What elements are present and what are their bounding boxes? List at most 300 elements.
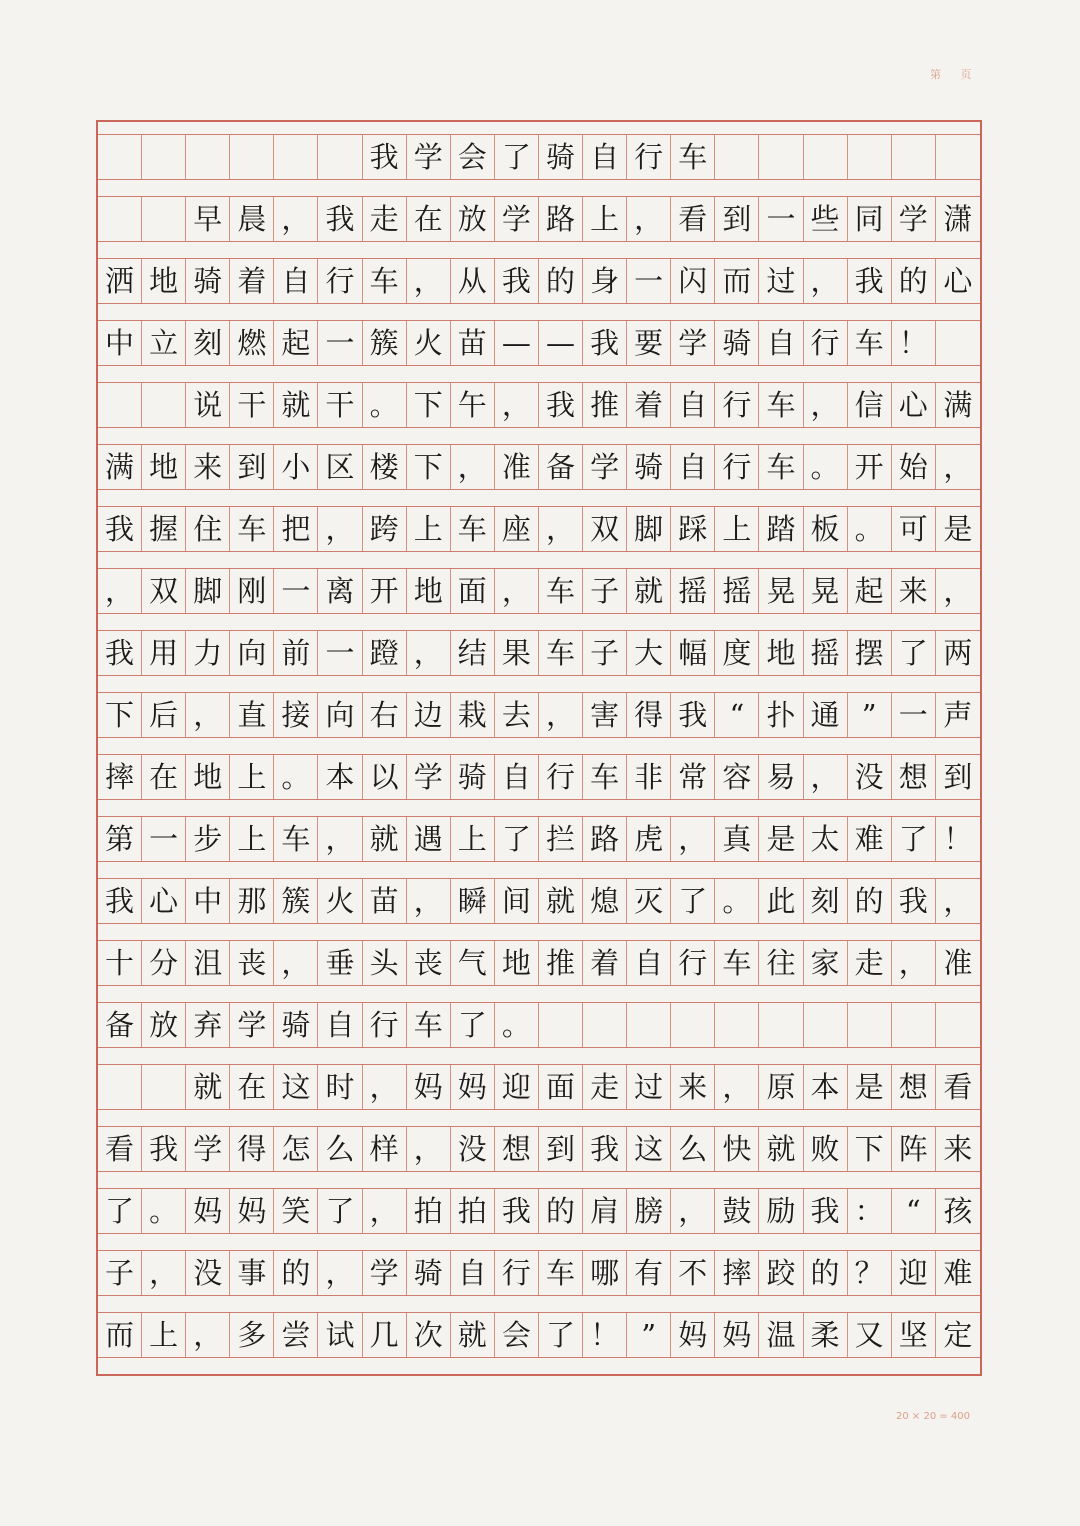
- grid-cell: 车: [759, 445, 803, 489]
- grid-cell: 垂: [318, 941, 362, 985]
- grid-cell: ，: [318, 1251, 362, 1295]
- grid-cell: 么: [318, 1127, 362, 1171]
- grid-cell: 满: [943, 387, 973, 422]
- grid-cell: 么: [671, 1127, 715, 1171]
- grid-cell: 准: [495, 445, 539, 489]
- grid-cell: 了: [98, 1189, 142, 1233]
- grid-cell: ，: [495, 569, 539, 613]
- grid-cell: 瞬: [451, 879, 495, 923]
- grid-cell: 心: [892, 383, 936, 427]
- grid-cell: 车: [274, 817, 318, 861]
- grid-cell: 了: [451, 1003, 495, 1047]
- grid-cell: 中: [186, 879, 230, 923]
- grid-cell: 两: [943, 635, 973, 670]
- grid-cell: 就: [186, 1065, 230, 1109]
- grid-cell: 右: [363, 693, 407, 737]
- grid-cell: —: [539, 321, 583, 365]
- grid-cell: 面: [451, 569, 495, 613]
- grid-cell: 摔: [98, 755, 142, 799]
- grid-cell: 行: [363, 1003, 407, 1047]
- grid-cell: 干: [230, 383, 274, 427]
- grid-cell: 子: [583, 631, 627, 675]
- grid-cell: 栽: [451, 693, 495, 737]
- grid-cell: 地: [407, 569, 451, 613]
- grid-cell: 推: [583, 383, 627, 427]
- grid-cell: 灭: [627, 879, 671, 923]
- grid-cell: 一: [892, 693, 936, 737]
- grid-cell: 一: [318, 631, 362, 675]
- grid-cell: 刻: [186, 321, 230, 365]
- grid-cell: 一: [627, 259, 671, 303]
- grid-cell: 。: [495, 1003, 539, 1047]
- grid-cell: 我: [142, 1127, 186, 1171]
- grid-cell: 上: [451, 817, 495, 861]
- grid-cell: 丧: [407, 941, 451, 985]
- grid-cell: 哪: [583, 1251, 627, 1295]
- grid-cell: 迎: [495, 1065, 539, 1109]
- grid-cell: 来: [186, 445, 230, 489]
- grid-cell: ，: [407, 259, 451, 303]
- grid-cell: 看: [671, 197, 715, 241]
- grid-cell: ，: [943, 449, 973, 484]
- grid-cell: 遇: [407, 817, 451, 861]
- grid-cell: 。: [274, 755, 318, 799]
- grid-cell: 膀: [627, 1189, 671, 1233]
- grid-cell: [804, 1003, 848, 1047]
- grid-cell: 想: [495, 1127, 539, 1171]
- grid-cell: ，: [804, 383, 848, 427]
- grid-cell: 车: [671, 135, 715, 179]
- grid-cell: 鼓: [715, 1189, 759, 1233]
- grid-cell: 车: [230, 507, 274, 551]
- grid-cell: 行: [715, 445, 759, 489]
- grid-cell: 上: [142, 1313, 186, 1357]
- grid-cell: 迎: [892, 1251, 936, 1295]
- grid-cell: [759, 1003, 803, 1047]
- grid-cell: 到: [715, 197, 759, 241]
- grid-cell: 满: [98, 445, 142, 489]
- grid-cell: 了: [318, 1189, 362, 1233]
- grid-cell: 害: [583, 693, 627, 737]
- grid-cell: 用: [142, 631, 186, 675]
- grid-cell: ，: [627, 197, 671, 241]
- grid-cell: 路: [583, 817, 627, 861]
- grid-cell: 有: [627, 1251, 671, 1295]
- grid-cell: 是: [848, 1065, 892, 1109]
- grid-cell: 真: [715, 817, 759, 861]
- grid-cell: 行: [804, 321, 848, 365]
- grid-cell: —: [495, 321, 539, 365]
- grid-cell: 晃: [804, 569, 848, 613]
- grid-cell: ，: [363, 1189, 407, 1233]
- grid-cell: ”: [848, 693, 892, 737]
- grid-cell: 弃: [186, 1003, 230, 1047]
- grid-cell: 熄: [583, 879, 627, 923]
- grid-cell: 学: [230, 1003, 274, 1047]
- grid-cell: 踏: [759, 507, 803, 551]
- grid-cell: ，: [539, 693, 583, 737]
- grid-cell: 刚: [230, 569, 274, 613]
- grid-cell: 学: [186, 1127, 230, 1171]
- grid-cell: [98, 135, 142, 179]
- grid-cell: 我: [848, 259, 892, 303]
- grid-cell: 柔: [804, 1313, 848, 1357]
- grid-cell: 我: [804, 1189, 848, 1233]
- grid-cell: 上: [583, 197, 627, 241]
- grid-cell: 起: [848, 569, 892, 613]
- grid-cell: 而: [715, 259, 759, 303]
- grid-cell: 在: [407, 197, 451, 241]
- grid-cell: 自: [274, 259, 318, 303]
- grid-cell: 板: [804, 507, 848, 551]
- grid-cell: ，: [186, 693, 230, 737]
- grid-cell: 簇: [363, 321, 407, 365]
- grid-cell: 走: [848, 941, 892, 985]
- grid-cell: 开: [848, 445, 892, 489]
- grid-cell: 摆: [848, 631, 892, 675]
- grid-cell: 不: [671, 1251, 715, 1295]
- grid-cell: [892, 1003, 936, 1047]
- grid-cell: [318, 135, 362, 179]
- grid-cell: 我: [583, 321, 627, 365]
- grid-cell: 车: [759, 383, 803, 427]
- grid-cell: 自: [671, 445, 715, 489]
- grid-cell: 事: [230, 1251, 274, 1295]
- grid-cell: 想: [892, 755, 936, 799]
- grid-cell: 楼: [363, 445, 407, 489]
- grid-cell: 洒: [98, 259, 142, 303]
- grid-cell: 后: [142, 693, 186, 737]
- grid-cell: 火: [407, 321, 451, 365]
- grid-cell: 说: [186, 383, 230, 427]
- grid-cell: 着: [230, 259, 274, 303]
- grid-cell: ，: [318, 817, 362, 861]
- essay-row: [98, 320, 980, 366]
- grid-cell: 自: [451, 1251, 495, 1295]
- grid-cell: 苗: [451, 321, 495, 365]
- grid-cell: [583, 1003, 627, 1047]
- grid-cell: 拦: [539, 817, 583, 861]
- grid-cell: 十: [98, 941, 142, 985]
- grid-cell: 一: [759, 197, 803, 241]
- grid-cell: 自: [495, 755, 539, 799]
- grid-cell: 孩: [943, 1193, 973, 1228]
- grid-cell: [848, 1003, 892, 1047]
- grid-cell: 来: [892, 569, 936, 613]
- grid-cell: 车: [363, 259, 407, 303]
- grid-cell: 着: [627, 383, 671, 427]
- grid-cell: [936, 321, 980, 365]
- grid-cell: 走: [583, 1065, 627, 1109]
- essay-row: [98, 878, 980, 924]
- grid-cell: 的: [804, 1251, 848, 1295]
- grid-cell: 车: [539, 569, 583, 613]
- grid-cell: 拍: [451, 1189, 495, 1233]
- grid-cell: 太: [804, 817, 848, 861]
- grid-cell: 就: [363, 817, 407, 861]
- grid-cell: 骑: [274, 1003, 318, 1047]
- grid-cell: 得: [627, 693, 671, 737]
- grid-cell: 而: [98, 1313, 142, 1357]
- grid-cell: 到: [943, 759, 973, 794]
- grid-cell: 非: [627, 755, 671, 799]
- grid-cell: 就: [539, 879, 583, 923]
- grid-cell: 心: [142, 879, 186, 923]
- grid-cell: 时: [318, 1065, 362, 1109]
- manuscript-grid-paper: [96, 120, 982, 1376]
- grid-cell: 看: [98, 1127, 142, 1171]
- grid-cell: 地: [495, 941, 539, 985]
- grid-cell: 难: [848, 817, 892, 861]
- grid-cell: 了: [892, 817, 936, 861]
- grid-cell: 晨: [230, 197, 274, 241]
- grid-cell: 信: [848, 383, 892, 427]
- grid-cell: 声: [943, 697, 973, 732]
- grid-cell: 得: [230, 1127, 274, 1171]
- grid-cell: 常: [671, 755, 715, 799]
- grid-cell: 车: [848, 321, 892, 365]
- grid-cell: 到: [230, 445, 274, 489]
- page-number-label: 第 页: [930, 68, 980, 81]
- grid-cell: [186, 135, 230, 179]
- grid-cell: 备: [539, 445, 583, 489]
- grid-cell: 就: [274, 383, 318, 427]
- grid-cell: 。: [715, 879, 759, 923]
- grid-cell: 准: [943, 945, 973, 980]
- grid-cell: 住: [186, 507, 230, 551]
- grid-cell: 妈: [407, 1065, 451, 1109]
- grid-cell: 下: [407, 383, 451, 427]
- grid-cell: [804, 135, 848, 179]
- grid-cell: 来: [943, 1131, 973, 1166]
- grid-cell: 没: [186, 1251, 230, 1295]
- grid-cell: 我: [363, 135, 407, 179]
- grid-cell: 度: [715, 631, 759, 675]
- grid-cell: 着: [583, 941, 627, 985]
- grid-cell: 的: [539, 259, 583, 303]
- grid-cell: 次: [407, 1313, 451, 1357]
- grid-cell: 试: [318, 1313, 362, 1357]
- grid-cell: 始: [892, 445, 936, 489]
- grid-cell: 离: [318, 569, 362, 613]
- grid-cell: 坚: [892, 1313, 936, 1357]
- grid-cell: 我: [892, 879, 936, 923]
- grid-cell: 容: [715, 755, 759, 799]
- grid-cell: 就: [627, 569, 671, 613]
- grid-cell: 从: [451, 259, 495, 303]
- grid-cell: [98, 197, 142, 241]
- grid-cell: 间: [495, 879, 539, 923]
- grid-cell: 自: [318, 1003, 362, 1047]
- grid-cell: 。: [363, 383, 407, 427]
- grid-cell: 骑: [715, 321, 759, 365]
- grid-cell: 多: [230, 1313, 274, 1357]
- grid-cell: 行: [539, 755, 583, 799]
- grid-cell: ，: [804, 755, 848, 799]
- grid-cell: 难: [943, 1255, 973, 1290]
- grid-cell: 潇: [943, 201, 973, 236]
- grid-cell: 尝: [274, 1313, 318, 1357]
- grid-cell: 原: [759, 1065, 803, 1109]
- grid-cell: ，: [274, 941, 318, 985]
- grid-cell: 了: [671, 879, 715, 923]
- grid-cell: 踩: [671, 507, 715, 551]
- grid-cell: 我: [98, 507, 142, 551]
- grid-cell: 放: [451, 197, 495, 241]
- grid-cell: ，: [671, 1189, 715, 1233]
- grid-cell: [142, 383, 186, 427]
- essay-row: [98, 568, 980, 614]
- grid-cell: 学: [363, 1251, 407, 1295]
- grid-cell: 结: [451, 631, 495, 675]
- essay-row: [98, 816, 980, 862]
- grid-cell: 本: [804, 1065, 848, 1109]
- grid-cell: 骑: [451, 755, 495, 799]
- grid-cell: 车: [539, 631, 583, 675]
- grid-cell: 上: [715, 507, 759, 551]
- grid-cell: 双: [142, 569, 186, 613]
- grid-cell: 励: [759, 1189, 803, 1233]
- grid-cell: 骑: [186, 259, 230, 303]
- grid-cell: 妈: [230, 1189, 274, 1233]
- essay-row: [98, 940, 980, 986]
- grid-cell: 我: [318, 197, 362, 241]
- grid-cell: 干: [318, 383, 362, 427]
- grid-cell: 下: [848, 1127, 892, 1171]
- grid-cell: 会: [495, 1313, 539, 1357]
- grid-cell: 上: [407, 507, 451, 551]
- grid-cell: 路: [539, 197, 583, 241]
- grid-cell: ”: [627, 1313, 671, 1357]
- grid-cell: 要: [627, 321, 671, 365]
- grid-cell: 行: [495, 1251, 539, 1295]
- grid-cell: 摔: [715, 1251, 759, 1295]
- grid-cell: 面: [539, 1065, 583, 1109]
- grid-cell: ，: [943, 573, 973, 608]
- grid-cell: 幅: [671, 631, 715, 675]
- grid-cell: 妈: [671, 1313, 715, 1357]
- grid-cell: 这: [627, 1127, 671, 1171]
- grid-cell: 是: [943, 511, 973, 546]
- grid-cell: 学: [407, 755, 451, 799]
- grid-cell: 边: [407, 693, 451, 737]
- grid-cell: 头: [363, 941, 407, 985]
- grid-cell: 学: [407, 135, 451, 179]
- grid-cell: 妈: [451, 1065, 495, 1109]
- grid-cell: 跤: [759, 1251, 803, 1295]
- grid-cell: [848, 135, 892, 179]
- grid-cell: 车: [451, 507, 495, 551]
- grid-cell: 推: [539, 941, 583, 985]
- grid-spec-label: 20 × 20 = 400: [896, 1411, 971, 1422]
- grid-cell: 走: [363, 197, 407, 241]
- grid-cell: 脚: [186, 569, 230, 613]
- grid-cell: [936, 1003, 980, 1047]
- essay-row: [98, 196, 980, 242]
- grid-cell: 易: [759, 755, 803, 799]
- grid-cell: ，: [363, 1065, 407, 1109]
- grid-cell: ，: [539, 507, 583, 551]
- grid-cell: 笑: [274, 1189, 318, 1233]
- grid-cell: 骑: [539, 135, 583, 179]
- grid-cell: 行: [627, 135, 671, 179]
- grid-cell: 我: [98, 879, 142, 923]
- essay-row: [98, 1064, 980, 1110]
- grid-cell: 肩: [583, 1189, 627, 1233]
- grid-cell: 些: [804, 197, 848, 241]
- essay-row: [98, 1250, 980, 1296]
- grid-cell: 上: [230, 817, 274, 861]
- essay-row: [98, 382, 980, 428]
- grid-cell: 自: [583, 135, 627, 179]
- grid-cell: 跨: [363, 507, 407, 551]
- grid-cell: 样: [363, 1127, 407, 1171]
- grid-cell: 步: [186, 817, 230, 861]
- grid-cell: 气: [451, 941, 495, 985]
- grid-cell: 下: [98, 693, 142, 737]
- grid-cell: 想: [892, 1065, 936, 1109]
- grid-cell: 学: [583, 445, 627, 489]
- grid-cell: 温: [759, 1313, 803, 1357]
- grid-cell: 这: [274, 1065, 318, 1109]
- grid-cell: 果: [495, 631, 539, 675]
- grid-cell: 以: [363, 755, 407, 799]
- grid-cell: 。: [804, 445, 848, 489]
- grid-cell: 上: [230, 755, 274, 799]
- grid-cell: [142, 135, 186, 179]
- grid-cell: 闪: [671, 259, 715, 303]
- grid-cell: 我: [671, 693, 715, 737]
- grid-cell: 去: [495, 693, 539, 737]
- grid-cell: 我: [539, 383, 583, 427]
- grid-cell: 在: [230, 1065, 274, 1109]
- grid-cell: 行: [671, 941, 715, 985]
- grid-cell: [892, 135, 936, 179]
- grid-cell: 妈: [186, 1189, 230, 1233]
- grid-cell: 同: [848, 197, 892, 241]
- grid-cell: ，: [892, 941, 936, 985]
- grid-cell: 车: [539, 1251, 583, 1295]
- grid-cell: ！: [583, 1313, 627, 1357]
- grid-cell: 我: [495, 259, 539, 303]
- grid-cell: 定: [943, 1317, 973, 1352]
- grid-cell: 座: [495, 507, 539, 551]
- grid-cell: “: [715, 693, 759, 737]
- grid-cell: 几: [363, 1313, 407, 1357]
- grid-cell: 车: [407, 1003, 451, 1047]
- grid-cell: 就: [451, 1313, 495, 1357]
- grid-cell: 学: [892, 197, 936, 241]
- grid-cell: 苗: [363, 879, 407, 923]
- grid-cell: 自: [671, 383, 715, 427]
- grid-cell: 学: [671, 321, 715, 365]
- grid-cell: 往: [759, 941, 803, 985]
- grid-cell: 。: [142, 1189, 186, 1233]
- grid-cell: 骑: [627, 445, 671, 489]
- grid-cell: [142, 1065, 186, 1109]
- grid-cell: 的: [274, 1251, 318, 1295]
- grid-cell: [274, 135, 318, 179]
- grid-cell: 下: [407, 445, 451, 489]
- grid-cell: 的: [892, 259, 936, 303]
- grid-cell: 直: [230, 693, 274, 737]
- grid-cell: 一: [318, 321, 362, 365]
- grid-cell: 阵: [892, 1127, 936, 1171]
- grid-cell: ，: [451, 445, 495, 489]
- grid-cell: 是: [759, 817, 803, 861]
- essay-row: [98, 630, 980, 676]
- grid-cell: 扑: [759, 693, 803, 737]
